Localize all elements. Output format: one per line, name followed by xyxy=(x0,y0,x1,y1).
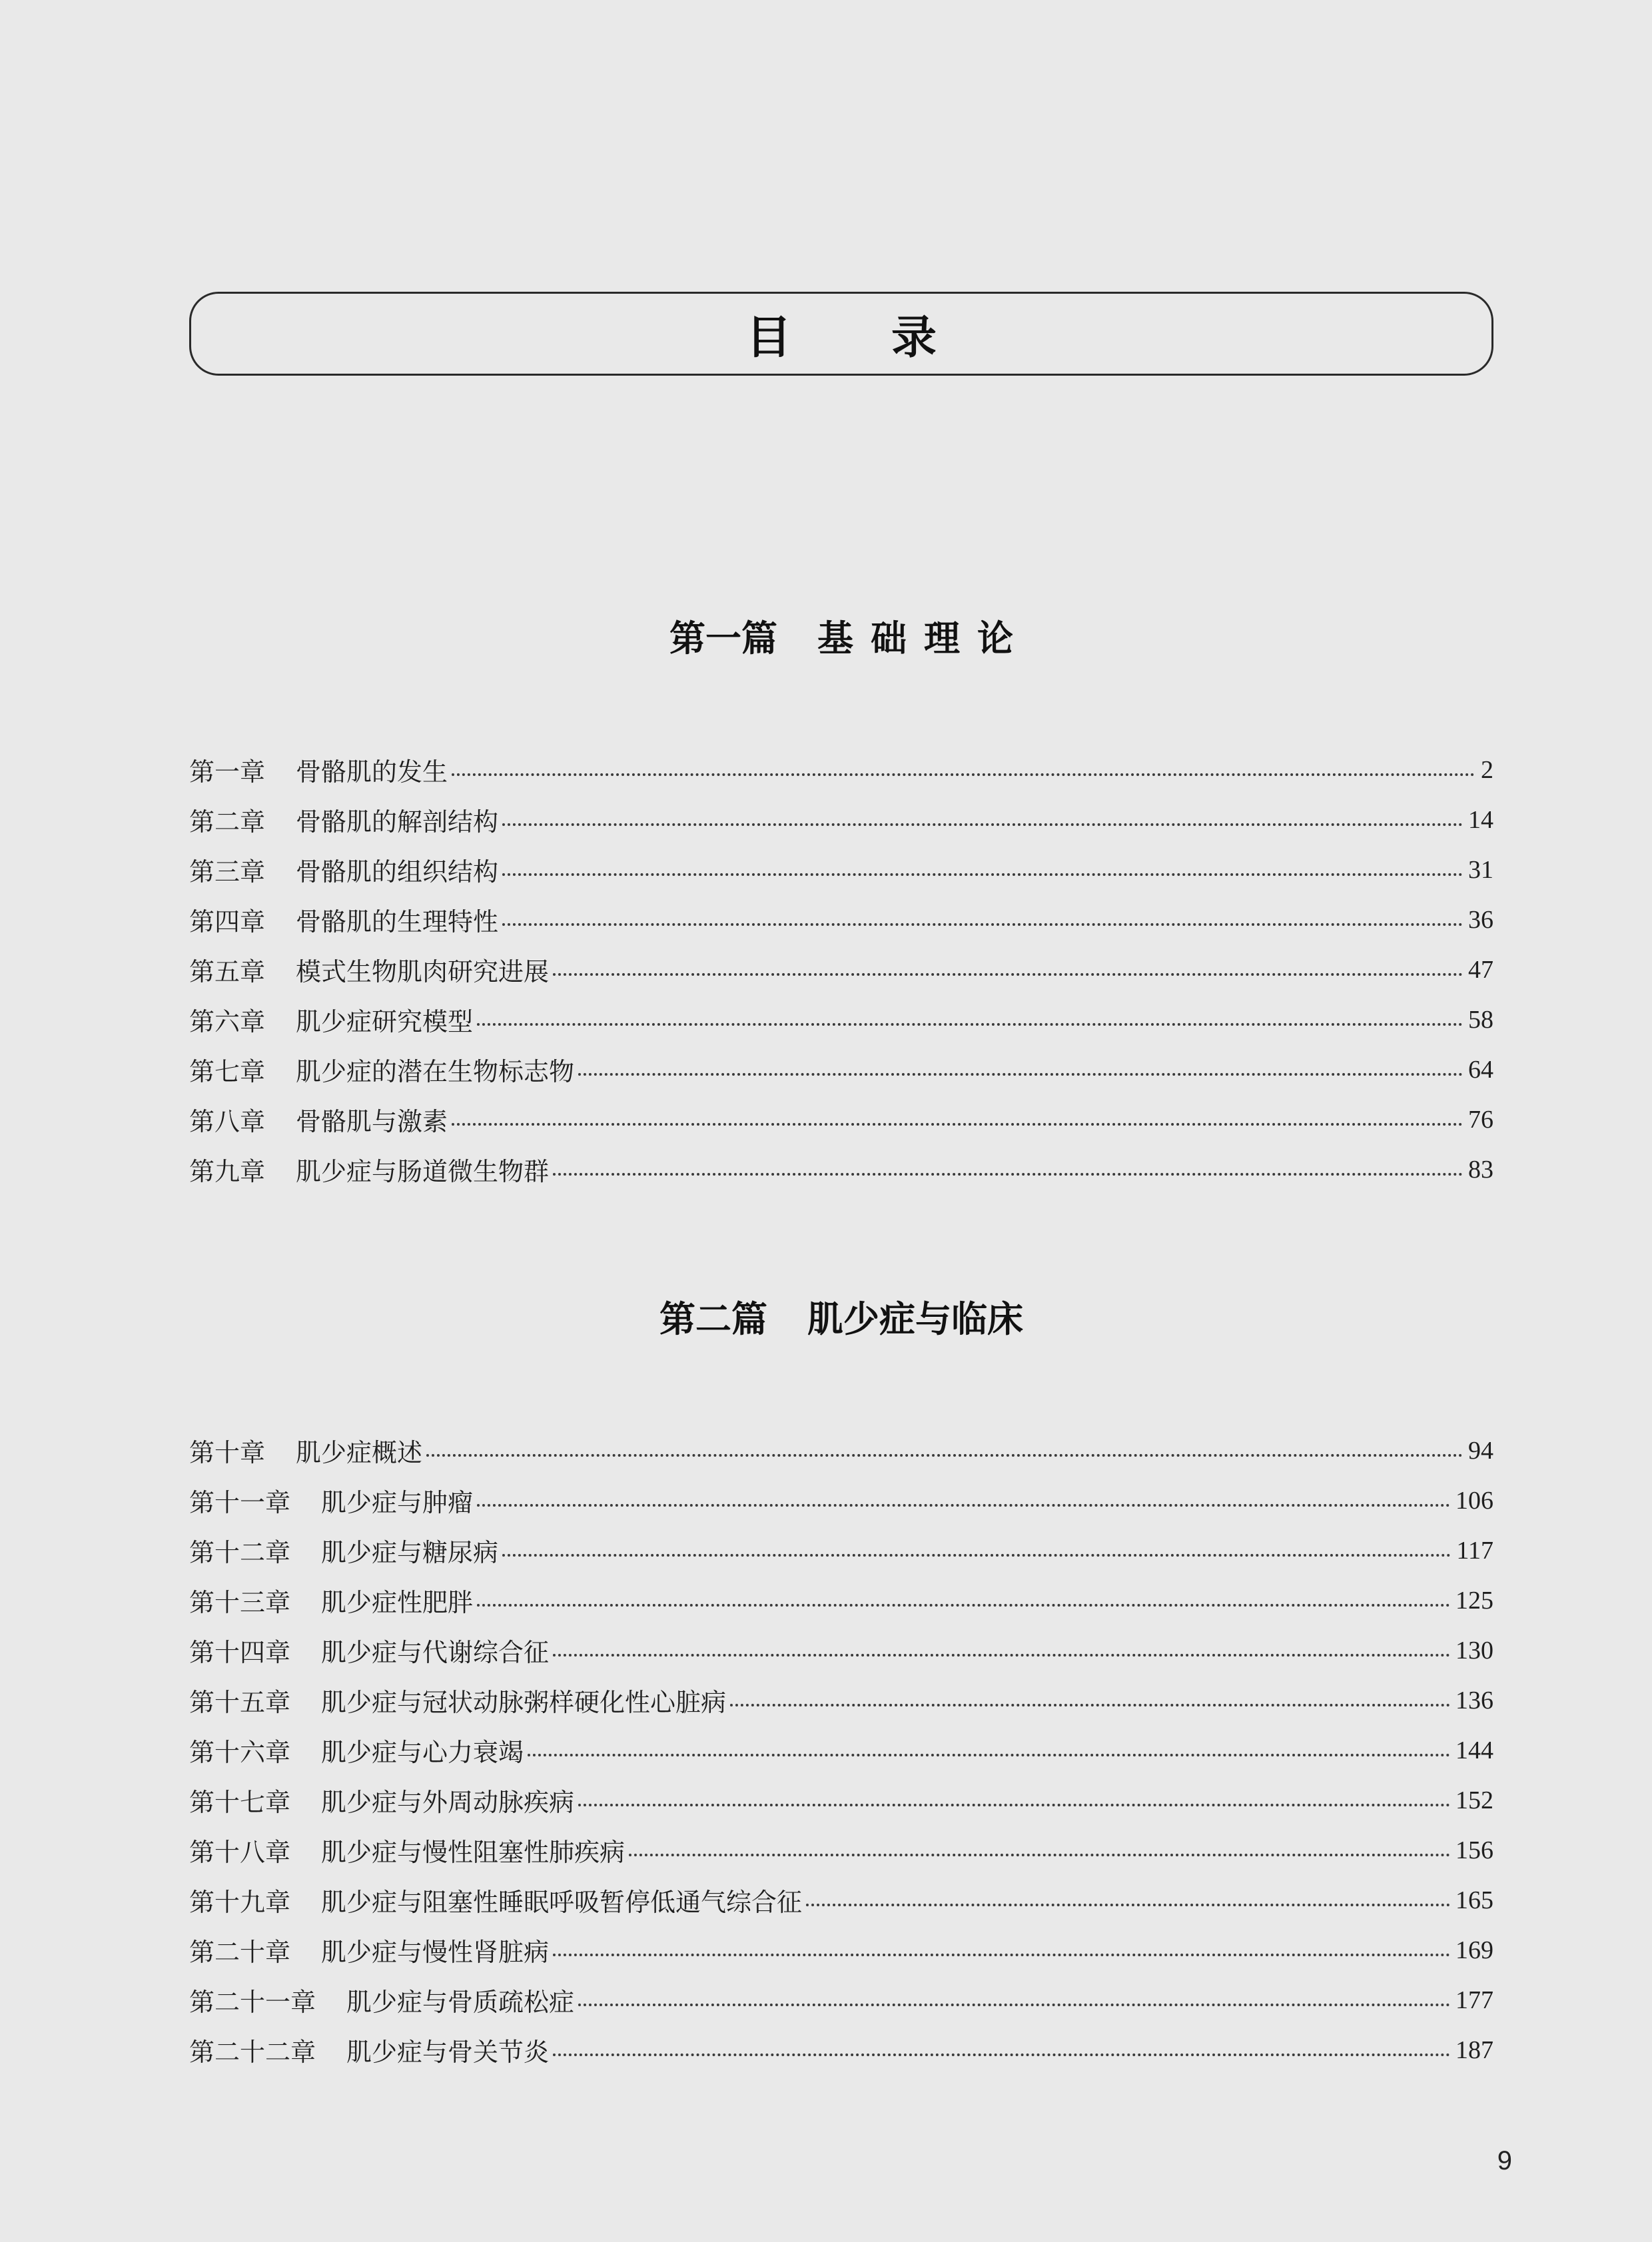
toc-dot-leader xyxy=(477,1604,1450,1607)
toc-entry xyxy=(189,1575,1493,1625)
toc-dot-leader xyxy=(553,1954,1450,1956)
toc-page-number: 169 xyxy=(1455,1936,1493,1964)
toc-entry xyxy=(189,2025,1493,2075)
toc-chapter-title: 肌少症与代谢综合征 xyxy=(321,1638,550,1667)
toc-entry xyxy=(189,1044,1493,1094)
toc-chapter-label: 第十六章 xyxy=(189,1738,291,1767)
toc-entry xyxy=(189,1094,1493,1144)
toc-page-number: 47 xyxy=(1468,955,1493,984)
toc-chapter-title: 肌少症的潜在生物标志物 xyxy=(296,1057,575,1086)
toc-entry xyxy=(189,1425,1493,1475)
toc-page-number: 64 xyxy=(1468,1055,1493,1084)
toc-chapter-title: 骨骼肌的生理特性 xyxy=(296,907,499,936)
toc-page-number: 152 xyxy=(1455,1786,1493,1814)
toc-entry xyxy=(189,994,1493,1044)
toc-chapter-title: 骨骼肌的解剖结构 xyxy=(296,807,499,837)
toc-entry xyxy=(189,1675,1493,1725)
toc-dot-leader xyxy=(426,1454,1463,1457)
toc-dot-leader xyxy=(806,1904,1450,1906)
toc-chapter-label: 第十章 xyxy=(189,1438,266,1467)
toc-chapter-label: 第一章 xyxy=(189,757,266,787)
toc-dot-leader xyxy=(502,1554,1451,1557)
toc-entry xyxy=(189,845,1493,895)
toc-chapter-label: 第十三章 xyxy=(189,1588,291,1617)
toc-chapter-title: 肌少症与骨关节炎 xyxy=(346,2038,550,2067)
toc-dot-leader xyxy=(578,1073,1463,1076)
toc-chapter-title: 肌少症与慢性阻塞性肺疾病 xyxy=(321,1838,625,1867)
toc-page-number: 156 xyxy=(1455,1836,1493,1864)
page-number: 9 xyxy=(1497,2146,1512,2175)
toc-entry xyxy=(189,1825,1493,1875)
toc-page-number: 36 xyxy=(1468,905,1493,934)
part-2-label: 第二篇 xyxy=(659,1298,767,1340)
toc-chapter-title: 肌少症与阻塞性睡眠呼吸暂停低通气综合征 xyxy=(321,1888,803,1917)
toc-dot-leader xyxy=(553,1173,1463,1176)
toc-chapter-label: 第二十二章 xyxy=(189,2038,316,2067)
part-1-name: 基础理论 xyxy=(817,617,1031,659)
toc-chapter-label: 第五章 xyxy=(189,957,266,986)
toc-page-number: 125 xyxy=(1455,1586,1493,1615)
toc-page-number: 136 xyxy=(1455,1686,1493,1714)
toc-entry xyxy=(189,1925,1493,1975)
toc-page-number: 94 xyxy=(1468,1436,1493,1465)
toc-chapter-title: 肌少症与外周动脉疾病 xyxy=(321,1788,575,1817)
toc-chapter-label: 第九章 xyxy=(189,1157,266,1186)
toc-chapter-title: 骨骼肌与激素 xyxy=(296,1107,448,1136)
toc-entry xyxy=(189,795,1493,845)
toc-page-number: 130 xyxy=(1455,1636,1493,1665)
part-2-toc-list xyxy=(189,1425,1493,2075)
toc-chapter-label: 第十二章 xyxy=(189,1538,291,1567)
toc-chapter-title: 模式生物肌肉研究进展 xyxy=(296,957,550,986)
toc-chapter-label: 第四章 xyxy=(189,907,266,936)
toc-page-number: 165 xyxy=(1455,1886,1493,1914)
toc-chapter-label: 第六章 xyxy=(189,1007,266,1036)
toc-page-number: 187 xyxy=(1455,2036,1493,2064)
part-1-heading xyxy=(189,610,1493,661)
toc-page-number: 83 xyxy=(1468,1155,1493,1184)
toc-chapter-label: 第十四章 xyxy=(189,1638,291,1667)
toc-entry xyxy=(189,745,1493,795)
toc-chapter-label: 第十五章 xyxy=(189,1688,291,1717)
toc-dot-leader xyxy=(477,1023,1463,1026)
toc-chapter-title: 肌少症与冠状动脉粥样硬化性心脏病 xyxy=(321,1688,727,1717)
toc-dot-leader xyxy=(477,1504,1450,1507)
toc-title: 目录 xyxy=(745,311,1036,364)
toc-entry xyxy=(189,944,1493,994)
toc-entry xyxy=(189,1525,1493,1575)
toc-page-number: 58 xyxy=(1468,1005,1493,1034)
toc-chapter-title: 肌少症与慢性肾脏病 xyxy=(321,1938,550,1967)
toc-chapter-label: 第二章 xyxy=(189,807,266,837)
toc-chapter-label: 第十九章 xyxy=(189,1888,291,1917)
toc-chapter-label: 第七章 xyxy=(189,1057,266,1086)
toc-chapter-title: 肌少症性肥胖 xyxy=(321,1588,474,1617)
toc-entry xyxy=(189,1775,1493,1825)
toc-dot-leader xyxy=(578,2004,1450,2006)
toc-chapter-label: 第十七章 xyxy=(189,1788,291,1817)
toc-dot-leader xyxy=(502,873,1463,876)
toc-dot-leader xyxy=(452,773,1475,776)
toc-page-number: 76 xyxy=(1468,1105,1493,1134)
toc-page-number: 117 xyxy=(1456,1536,1493,1565)
toc-page-number: 144 xyxy=(1455,1736,1493,1764)
toc-dot-leader xyxy=(553,2054,1450,2056)
part-2-name: 肌少症与临床 xyxy=(807,1298,1023,1340)
toc-dot-leader xyxy=(502,923,1463,926)
toc-dot-leader xyxy=(578,1804,1450,1806)
toc-entry xyxy=(189,1144,1493,1194)
toc-page-number: 106 xyxy=(1455,1486,1493,1515)
toc-page-number: 2 xyxy=(1481,755,1493,784)
toc-entry xyxy=(189,895,1493,944)
toc-dot-leader xyxy=(452,1123,1463,1126)
toc-chapter-title: 骨骼肌的发生 xyxy=(296,757,448,787)
toc-dot-leader xyxy=(730,1704,1450,1706)
toc-dot-leader xyxy=(528,1754,1450,1756)
toc-chapter-label: 第八章 xyxy=(189,1107,266,1136)
toc-title-frame xyxy=(189,292,1493,376)
toc-chapter-title: 肌少症与肠道微生物群 xyxy=(296,1157,550,1186)
toc-page-number: 14 xyxy=(1468,805,1493,834)
toc-chapter-title: 肌少症与糖尿病 xyxy=(321,1538,499,1567)
toc-chapter-title: 肌少症研究模型 xyxy=(296,1007,474,1036)
toc-chapter-title: 肌少症与心力衰竭 xyxy=(321,1738,524,1767)
toc-dot-leader xyxy=(553,973,1463,976)
toc-chapter-title: 骨骼肌的组织结构 xyxy=(296,857,499,887)
toc-chapter-label: 第二十一章 xyxy=(189,1988,316,2017)
toc-page-number: 31 xyxy=(1468,855,1493,884)
toc-page-number: 177 xyxy=(1455,1986,1493,2014)
toc-chapter-title: 肌少症与肿瘤 xyxy=(321,1488,474,1517)
toc-dot-leader xyxy=(629,1854,1450,1856)
toc-chapter-label: 第二十章 xyxy=(189,1938,291,1967)
part-2-heading xyxy=(189,1291,1493,1342)
toc-entry xyxy=(189,1725,1493,1775)
toc-entry xyxy=(189,1625,1493,1675)
toc-dot-leader xyxy=(502,823,1463,826)
part-1-label: 第一篇 xyxy=(669,617,777,659)
toc-chapter-label: 第三章 xyxy=(189,857,266,887)
toc-chapter-label: 第十一章 xyxy=(189,1488,291,1517)
toc-dot-leader xyxy=(553,1654,1450,1657)
toc-chapter-title: 肌少症与骨质疏松症 xyxy=(346,1988,575,2017)
toc-chapter-title: 肌少症概述 xyxy=(296,1438,423,1467)
toc-entry xyxy=(189,1975,1493,2025)
toc-entry xyxy=(189,1875,1493,1925)
part-1-toc-list xyxy=(189,745,1493,1194)
toc-entry xyxy=(189,1475,1493,1525)
toc-chapter-label: 第十八章 xyxy=(189,1838,291,1867)
